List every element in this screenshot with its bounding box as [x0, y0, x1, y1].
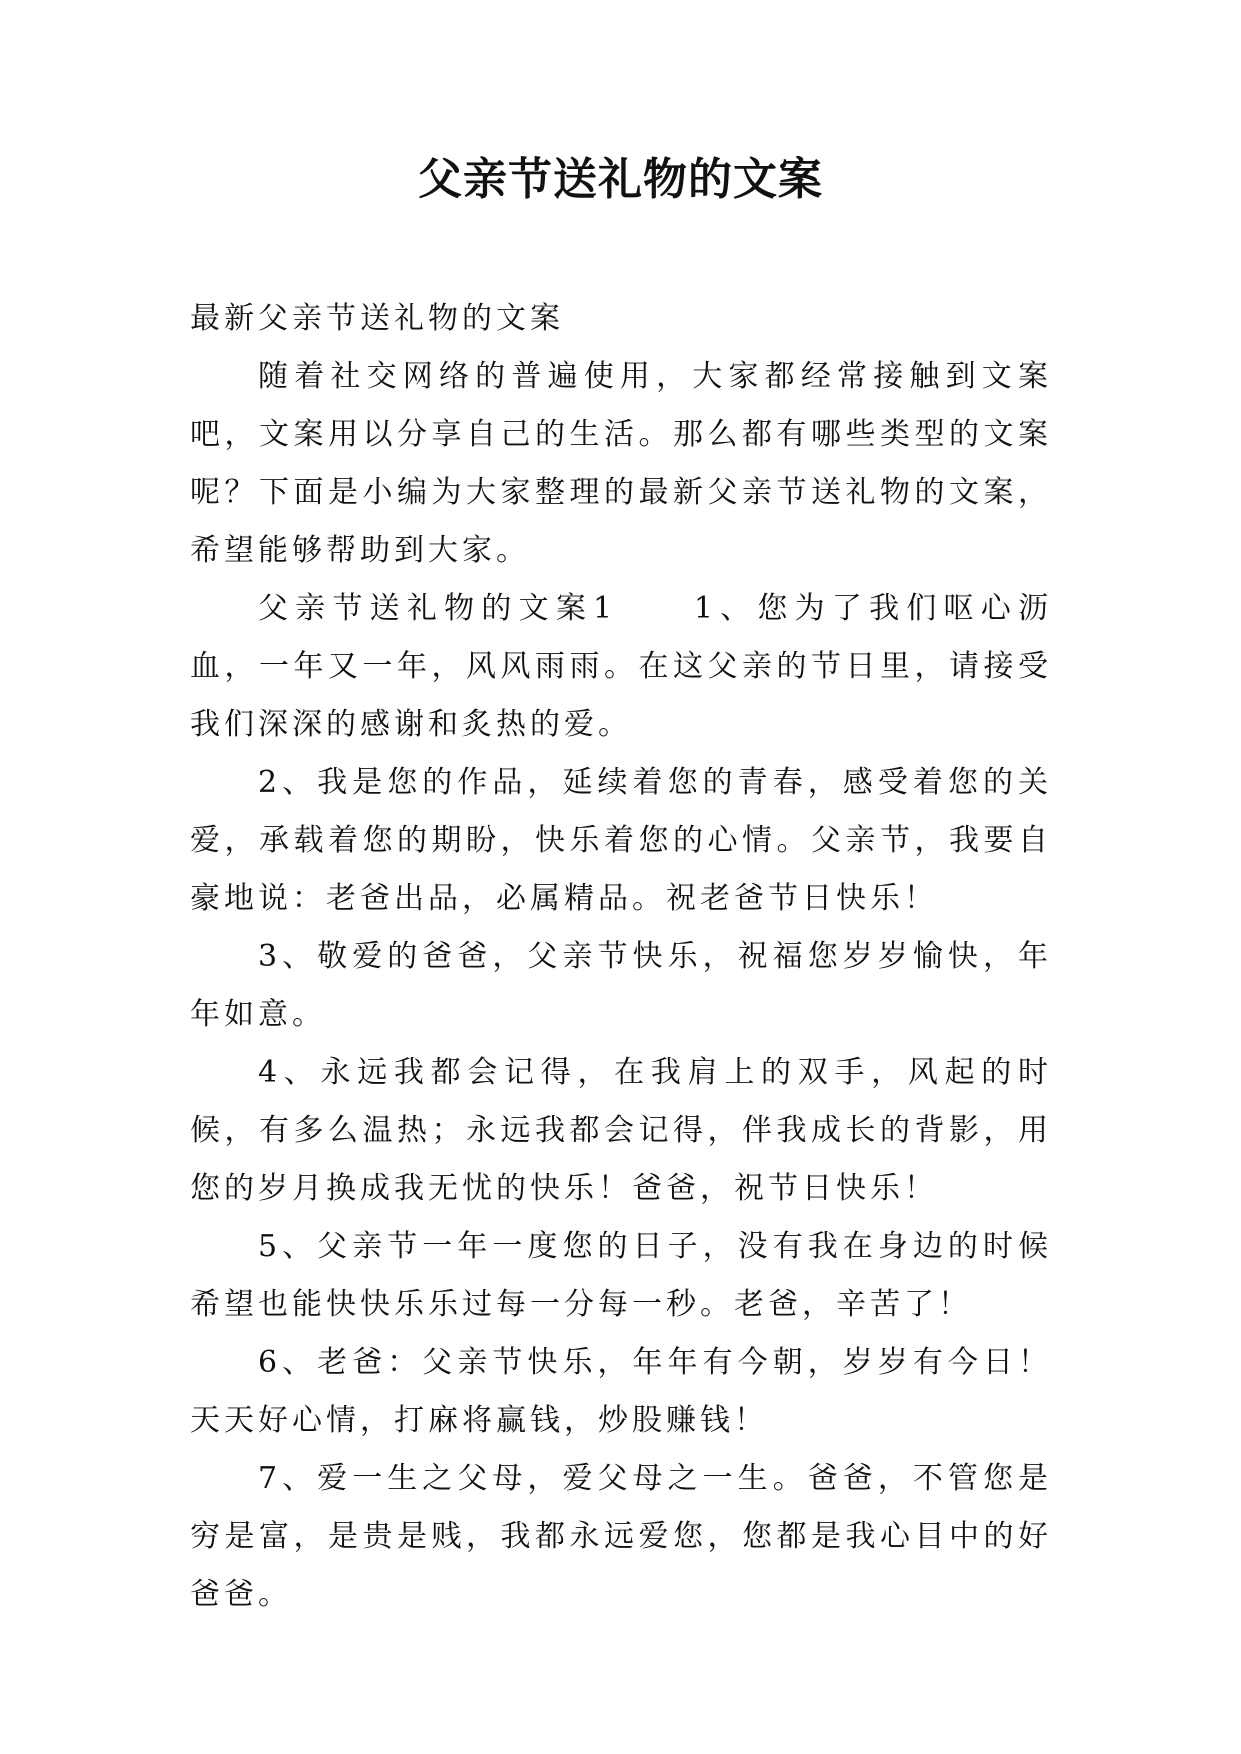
paragraph-item-1: 父亲节送礼物的文案1 1、您为了我们呕心沥血，一年又一年，风风雨雨。在这父亲的节日里，请接受我们深深的感谢和炙热的爱。 — [190, 591, 1052, 742]
paragraph-item-2: 2、我是您的作品，延续着您的青春，感受着您的关爱，承载着您的期盼，快乐着您的心情。父亲节，我要自豪地说：老爸出品，必属精品。祝老爸节日快乐！ — [190, 765, 1052, 916]
paragraph-intro: 随着社交网络的普遍使用，大家都经常接触到文案吧，文案用以分享自己的生活。那么都有哪些类型的文案呢？下面是小编为大家整理的最新父亲节送礼物的文案，希望能够帮助到大家。 — [190, 359, 1052, 568]
paragraph-item-5: 5、父亲节一年一度您的日子，没有我在身边的时候希望也能快快乐乐过每一分每一秒。老爸，辛苦了！ — [190, 1229, 1052, 1322]
document-body — [190, 290, 1052, 1624]
document-subtitle: 最新父亲节送礼物的文案 — [190, 301, 564, 336]
paragraph-item-6: 6、老爸：父亲节快乐，年年有今朝，岁岁有今日！天天好心情，打麻将赢钱，炒股赚钱！ — [190, 1345, 1052, 1438]
paragraph-item-3: 3、敬爱的爸爸，父亲节快乐，祝福您岁岁愉快，年年如意。 — [190, 939, 1052, 1032]
paragraph-item-4: 4、永远我都会记得，在我肩上的双手，风起的时候，有多么温热；永远我都会记得，伴我成长的背影，用您的岁月换成我无忧的快乐！爸爸，祝节日快乐！ — [190, 1055, 1052, 1206]
paragraph-item-7: 7、爱一生之父母，爱父母之一生。爸爸，不管您是穷是富，是贵是贱，我都永远爱您，您都是我心目中的好爸爸。 — [190, 1461, 1052, 1612]
document-title: 父亲节送礼物的文案 — [418, 154, 823, 205]
